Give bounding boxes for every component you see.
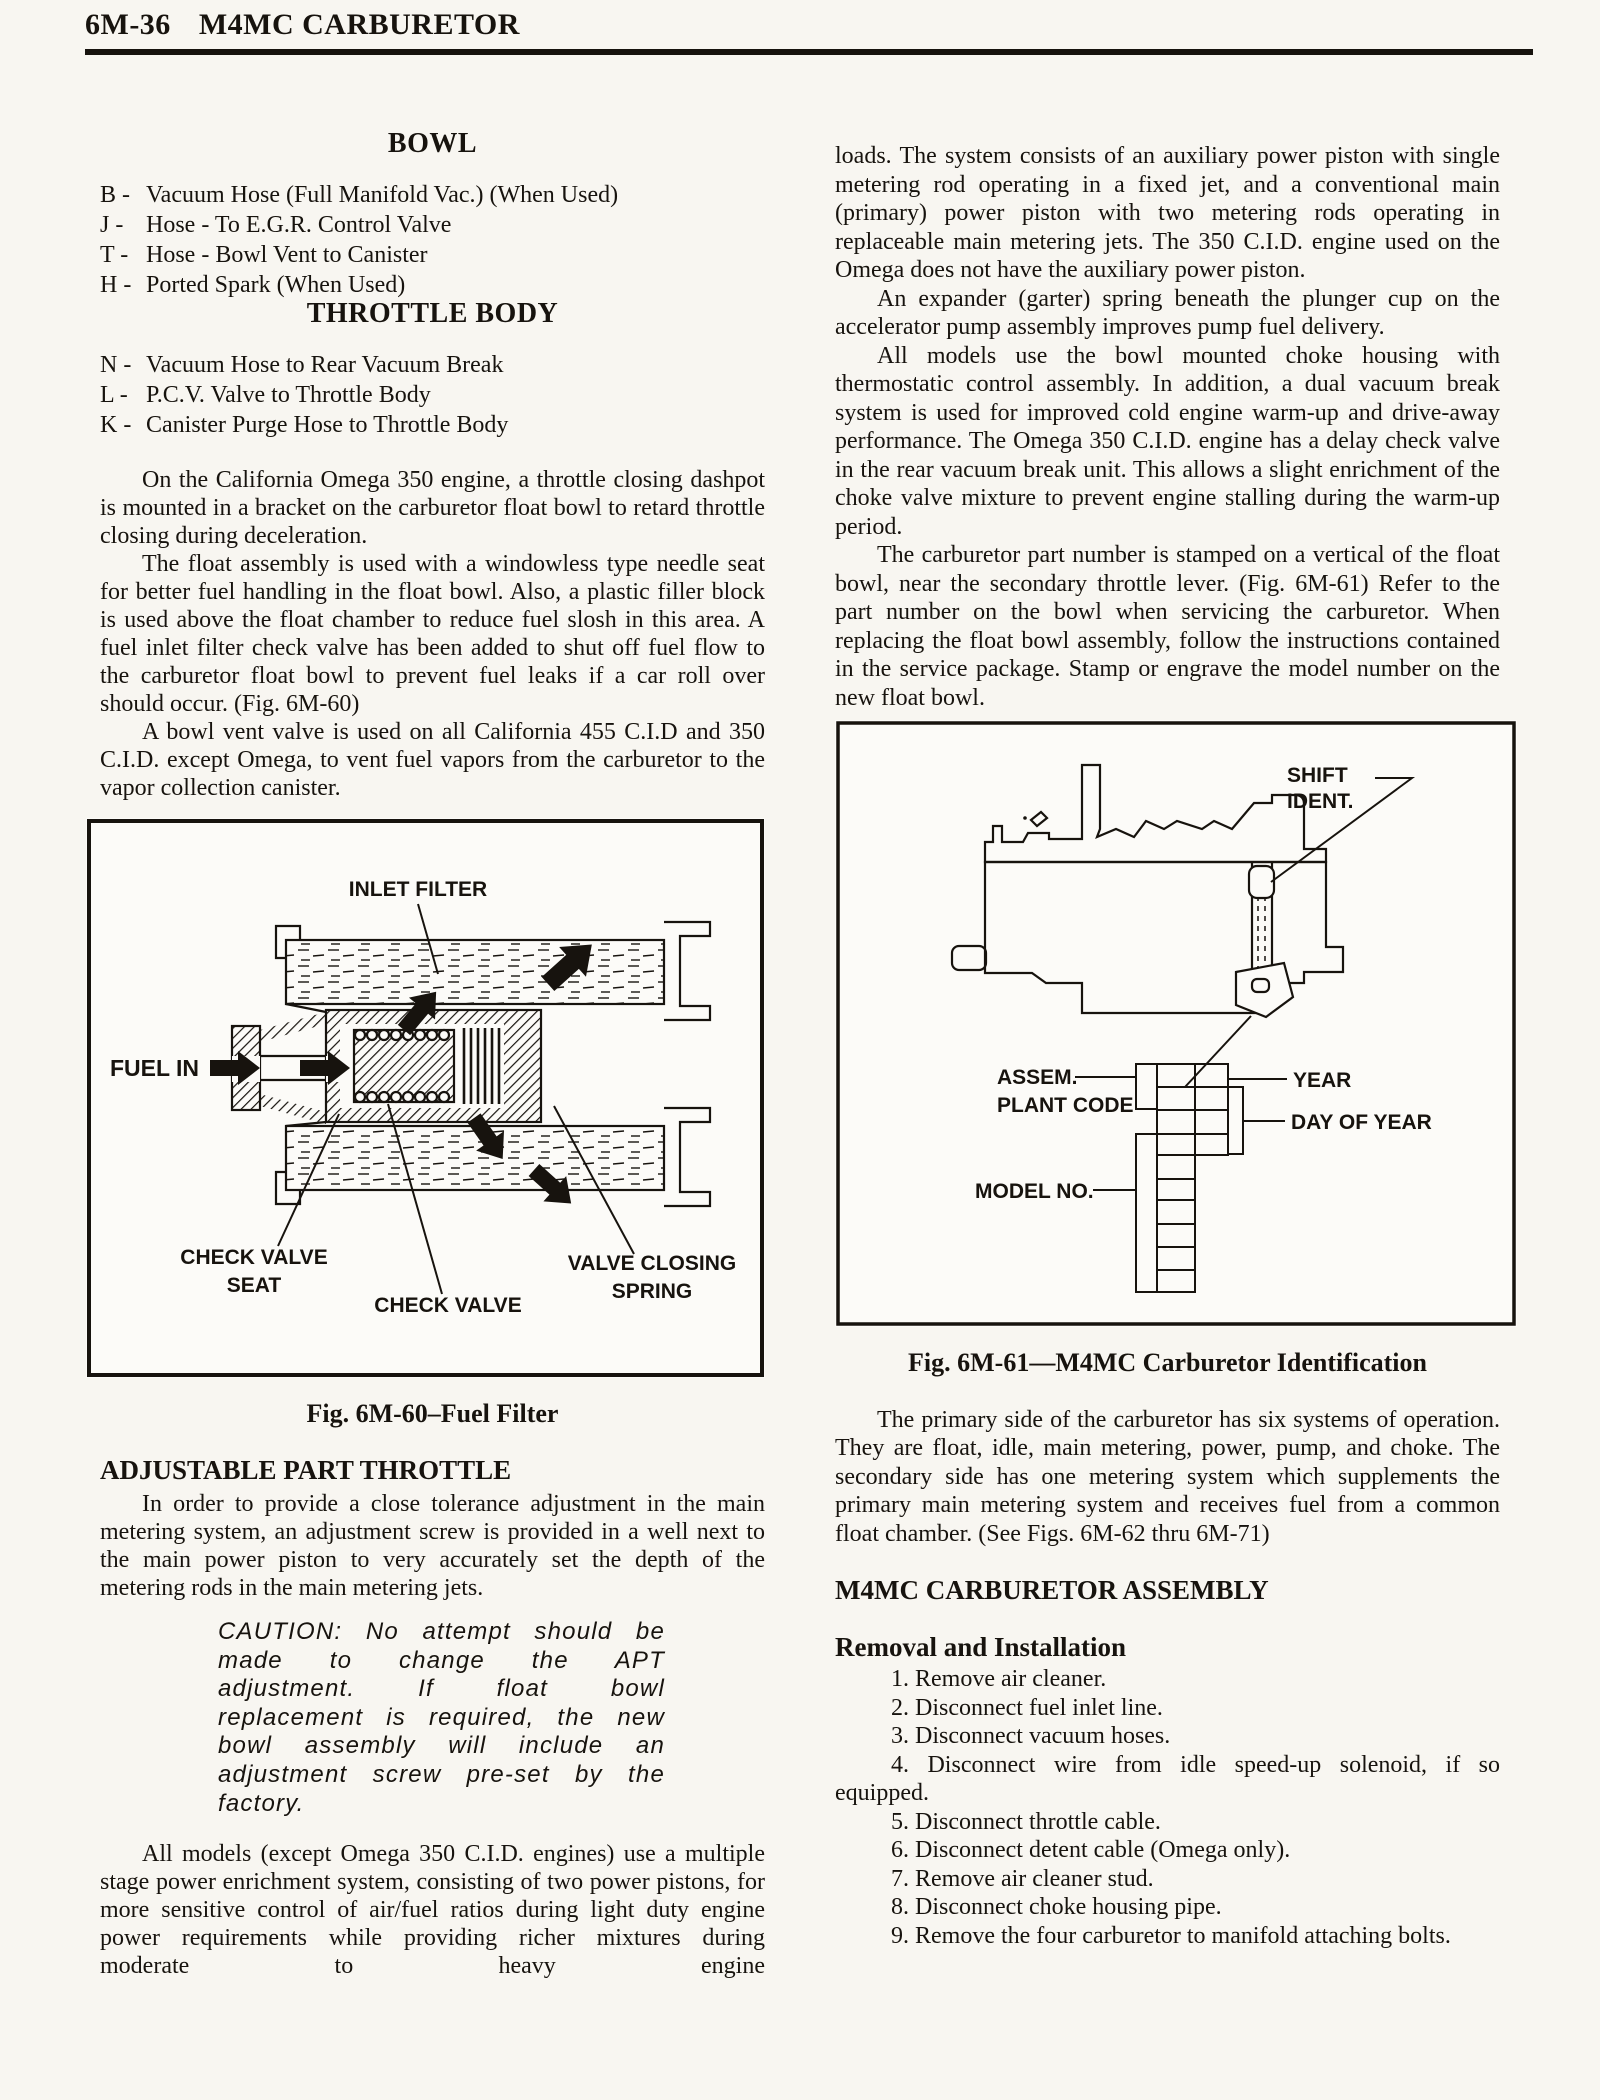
legend-item: K - Canister Purge Hose to Throttle Body — [100, 412, 509, 438]
figure-6m60-caption: Fig. 6M-60–Fuel Filter — [306, 1399, 559, 1428]
inlet-filter-label: INLET FILTER — [348, 878, 488, 901]
step-item: 5. Disconnect throttle cable. — [891, 1808, 1161, 1835]
shift-ident-tag — [1249, 866, 1274, 898]
step-item: 3. Disconnect vacuum hoses. — [891, 1723, 1171, 1749]
model-no-label: MODEL NO. — [975, 1180, 1094, 1203]
legend-item: H - Ported Spark (When Used) — [100, 272, 406, 298]
removal-installation-heading: Removal and Installation — [835, 1631, 1127, 1662]
paragraph-choke-housing: All models use the bowl mounted choke housing with thermostatic control assembly. In addition, a dual vacuum break system is used for improved cold engine warm-up and drive-away performance. The Omega 350 C.I.D. engine has a delay check valve in the rear vacuum break unit. This allows a slight enrichment of the choke valve mixture to prevent engine stalling during the warm-up period. — [835, 342, 1500, 540]
header-rule — [85, 49, 1533, 55]
page-number: 6M-36 — [85, 8, 171, 41]
throttle-body-heading: THROTTLE BODY — [306, 298, 559, 329]
shift-ident-label-line1: SHIFT — [1287, 764, 1348, 787]
right-body-text-top — [835, 142, 1500, 712]
legend-item: J - Hose - To E.G.R. Control Valve — [100, 212, 452, 238]
page-header — [85, 8, 520, 42]
figure-6m60-fuel-filter — [86, 818, 765, 1378]
valve-closing-spring-label-line2: SPRING — [611, 1280, 693, 1303]
day-of-year-label: DAY OF YEAR — [1291, 1111, 1432, 1134]
assem-plant-code-label-line2: PLANT CODE — [997, 1094, 1134, 1117]
right-body-text-bottom — [835, 1406, 1500, 1549]
step-item: 9. Remove the four carburetor to manifold attaching bolts. — [891, 1922, 1451, 1949]
figure-border — [838, 723, 1514, 1324]
paragraph-dashpot: On the California Omega 350 engine, a throttle closing dashpot is mounted in a bracket on the carburetor float bowl to retard throttle closing during deceleration. — [100, 467, 765, 549]
caution-block: CAUTION: No attempt should be made to change the APT adjustment. If float bowl replacement is required, the new bowl assembly will include an adjustment screw pre-set by the factory. — [218, 1618, 665, 1817]
step-item: 6. Disconnect detent cable (Omega only). — [891, 1837, 1291, 1863]
check-valve-body — [354, 1030, 454, 1102]
adjustable-part-throttle-heading: ADJUSTABLE PART THROTTLE — [100, 1455, 512, 1485]
step-item: 2. Disconnect fuel inlet line. — [891, 1694, 1163, 1721]
page-title: M4MC CARBURETOR — [198, 8, 520, 41]
m4mc-assembly-heading: M4MC CARBURETOR ASSEMBLY — [835, 1575, 1269, 1605]
shift-ident-label-line2: IDENT. — [1287, 790, 1354, 813]
paragraph-primary-side: The primary side of the carburetor has six systems of operation. They are float, idle, main metering, power, pump, and choke. The secondary side has one metering system which supplements the primary main metering system and receives fuel from a common float chamber. (See Figs. 6M-62 thru 6M-71) — [835, 1406, 1500, 1547]
filter-element-bottom — [286, 1126, 664, 1190]
legend-item: L - P.C.V. Valve to Throttle Body — [100, 382, 431, 408]
paragraph-part-number: The carburetor part number is stamped on a vertical of the float bowl, near the secondary throttle lever. (Fig. 6M-61) Refer to the part number on the bowl when servicing the carburetor. When replacing the float bowl assembly, follow the instructions contained in the service package. Stamp or engrave the model number on the new float bowl. — [835, 542, 1500, 711]
fuel-in-label: FUEL IN — [110, 1055, 200, 1081]
paragraph-loads: loads. The system consists of an auxiliary power piston with single metering rod operating in a fixed jet, and a conventional main (primary) power piston with two metering rods operating in replaceable main metering jets. The 350 C.I.D. engine used on the Omega does not have the auxiliary power piston. — [835, 143, 1500, 283]
valve-closing-spring-label-line1: VALVE CLOSING — [567, 1252, 737, 1275]
left-column — [100, 130, 765, 1980]
left-body-text — [100, 466, 765, 802]
bowl-heading: BOWL — [387, 128, 478, 159]
paragraph-float-assembly: The float assembly is used with a windowless type needle seat for better fuel handling in the float bowl. Also, a plastic filler block is used above the float chamber to reduce fuel slosh in this area. A fuel inlet filter check valve has been added to shut off fuel flow to the carburetor float bowl to prevent fuel leaks if a car roll over should occur. (Fig. 6M-60) — [100, 551, 765, 717]
throttle-legend-list — [100, 350, 765, 440]
legend-item: N - Vacuum Hose to Rear Vacuum Break — [100, 352, 504, 378]
filter-element-top — [286, 940, 664, 1004]
paragraph-expander-spring: An expander (garter) spring beneath the plunger cup on the accelerator pump assembly improves pump fuel delivery. — [835, 285, 1500, 340]
figure-6m61-caption: Fig. 6M-61—M4MC Carburetor Identification — [908, 1348, 1427, 1377]
legend-item: T - Hose - Bowl Vent to Canister — [100, 242, 428, 268]
paragraph-bowl-vent: A bowl vent valve is used on all California 455 C.I.D and 350 C.I.D. except Omega, to vent fuel vapors from the carburetor to the vapor collection canister. — [100, 719, 765, 801]
step-item: 4. Disconnect wire from idle speed-up solenoid, if so equipped. — [835, 1751, 1500, 1806]
removal-steps-list — [835, 1665, 1500, 1950]
assem-plant-code-label-line1: ASSEM. — [997, 1066, 1078, 1089]
legend-item: B - Vacuum Hose (Full Manifold Vac.) (When Used) — [100, 182, 619, 208]
check-valve-label: CHECK VALVE — [374, 1294, 522, 1317]
right-column — [835, 130, 1500, 1950]
step-item: 8. Disconnect choke housing pipe. — [891, 1894, 1222, 1920]
bowl-legend-list — [100, 180, 765, 300]
paragraph-apt: In order to provide a close tolerance adjustment in the main metering system, an adjustment screw is provided in a well next to the main power piston to very accurately set the depth of the metering rods in the main metering jets. — [100, 1491, 765, 1601]
step-item: 7. Remove air cleaner stud. — [891, 1865, 1154, 1892]
paragraph-all-models: All models (except Omega 350 C.I.D. engines) use a multiple stage power enrichment system, consisting of two power pistons, for more sensitive control of air/fuel ratios during light duty engine power requirements while providing richer mixtures during moderate to heavy engine — [100, 1841, 765, 1980]
year-label: YEAR — [1293, 1069, 1352, 1092]
check-valve-seat-label-line1: CHECK VALVE — [180, 1246, 328, 1269]
check-valve-seat-label-line2: SEAT — [226, 1274, 282, 1297]
step-item: 1. Remove air cleaner. — [891, 1666, 1107, 1692]
figure-6m61-carburetor-identification — [835, 720, 1517, 1327]
